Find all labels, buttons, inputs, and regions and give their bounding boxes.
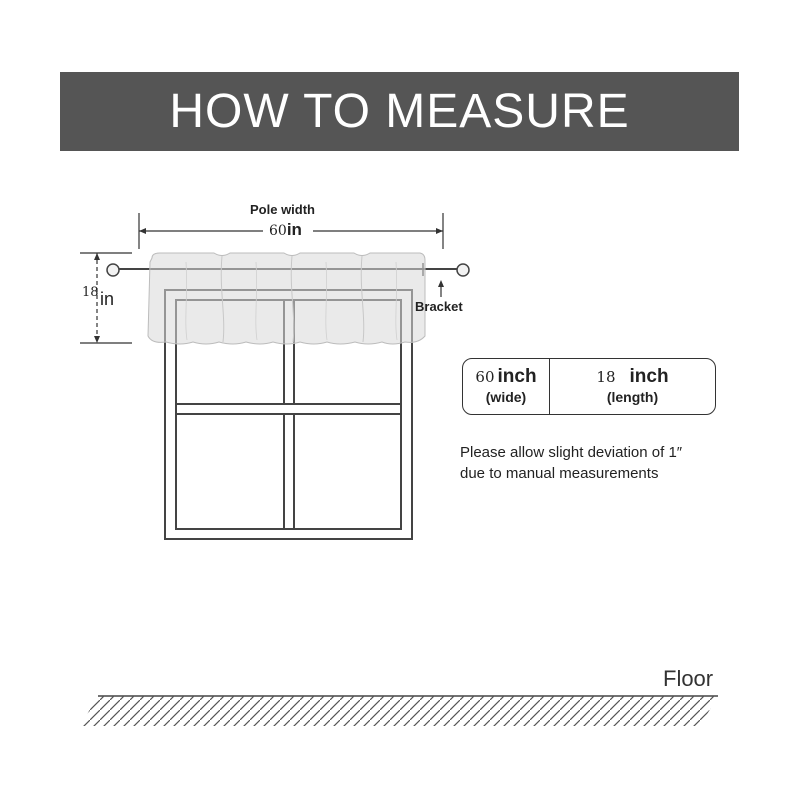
deviation-note: [460, 442, 682, 484]
width-number: 60: [269, 223, 287, 239]
note-line-1: Please allow slight deviation of 1″: [460, 444, 683, 461]
length-spec-cell: [550, 359, 715, 414]
bracket-arrow: [438, 280, 444, 297]
spec-length-unit: inch: [629, 366, 669, 387]
page-title: HOW TO MEASURE: [169, 85, 630, 138]
width-unit: in: [286, 220, 302, 239]
spec-width-unit: inch: [497, 366, 537, 387]
size-spec-box: [462, 358, 716, 415]
height-number: 18: [82, 285, 99, 300]
width-value: [269, 220, 302, 240]
spec-length-label: (length): [606, 389, 659, 405]
spec-width-label: (wide): [485, 389, 527, 405]
height-unit: in: [100, 289, 115, 309]
bracket-label: Bracket: [415, 299, 463, 314]
valance-curtain: [148, 253, 425, 344]
width-spec-cell: [463, 359, 549, 414]
spec-width-number: 60: [475, 368, 495, 386]
note-line-2: due to manual measurements: [460, 465, 659, 482]
pole-width-label: Pole width: [250, 202, 315, 217]
floor-label: Floor: [663, 666, 714, 691]
spec-length-number: 18: [596, 368, 616, 386]
floor-hatching: [80, 696, 718, 726]
